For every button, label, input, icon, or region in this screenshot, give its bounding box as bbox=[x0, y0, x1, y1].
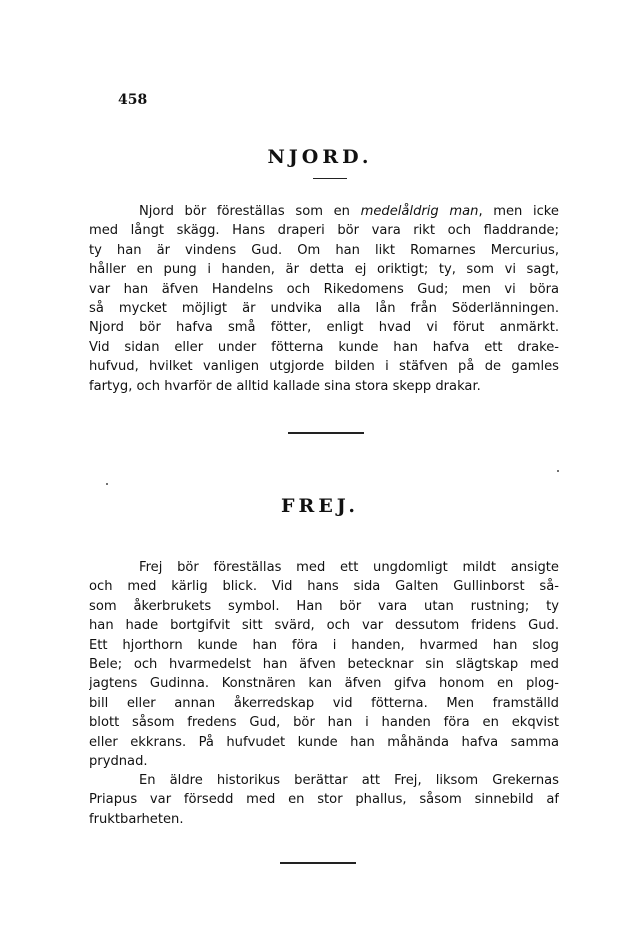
text-line: hufvud, hvilket vanligen utgjorde bilden i stäfven på de gamles bbox=[89, 359, 559, 375]
text-line: fartyg, och hvarför de alltid kallade sina stora skepp drakar. bbox=[89, 378, 481, 394]
text-line: han hade bortgifvit sitt svärd, och var dessutom fridens Gud. bbox=[89, 618, 559, 634]
end-divider-rule bbox=[280, 862, 356, 864]
section-title-njord: NJORD. bbox=[267, 146, 373, 168]
text-line: fruktbarheten. bbox=[89, 811, 184, 827]
title-underline-rule bbox=[313, 178, 347, 179]
njord-paragraph bbox=[89, 202, 559, 396]
text-line: Ett hjorthorn kunde han föra i handen, hvarmed han slog bbox=[89, 637, 559, 653]
section-divider-rule bbox=[288, 432, 364, 434]
text-line: bill eller annan åkerredskap vid fötterna. Men framställd bbox=[89, 695, 559, 711]
frej-paragraph-1 bbox=[89, 558, 559, 771]
frej-paragraph-2 bbox=[89, 771, 559, 829]
text-line: blott såsom fredens Gud, bör han i handen föra en ekqvist bbox=[89, 715, 559, 731]
text-line: Njord bör hafva små fötter, enligt hvad vi förut anmärkt. bbox=[89, 320, 559, 336]
text-line: Priapus var försedd med en stor phallus, såsom sinnebild af bbox=[89, 792, 559, 808]
print-speck bbox=[557, 470, 559, 472]
text-line: En äldre historikus berättar att Frej, liksom Grekernas bbox=[139, 773, 559, 788]
text-line: håller en pung i handen, är detta ej oriktigt; ty, som vi sagt, bbox=[89, 262, 559, 278]
text-line: jagtens Gudinna. Konstnären kan äfven gifva honom en plog- bbox=[89, 676, 559, 692]
text-line: med långt skägg. Hans draperi bör vara rikt och fladdrande; bbox=[89, 223, 559, 239]
section-title-frej: FREJ. bbox=[281, 495, 359, 517]
text-line: eller ekkrans. På hufvudet kunde han måhända hafva samma bbox=[89, 734, 559, 750]
text-line: Njord bör föreställas som en medelåldrig man, men icke bbox=[139, 204, 559, 219]
text-line: och med kärlig blick. Vid hans sida Galten Gullinborst så- bbox=[89, 579, 559, 595]
text-line: Frej bör föreställas med ett ungdomligt mildt ansigte bbox=[139, 560, 559, 575]
text-line: Vid sidan eller under fötterna kunde han hafva ett drake- bbox=[89, 339, 559, 355]
text-line: så mycket möjligt är undvika alla lån från Söderlänningen. bbox=[89, 301, 559, 317]
text-line: prydnad. bbox=[89, 754, 148, 770]
print-speck bbox=[106, 483, 108, 485]
page-number: 458 bbox=[118, 92, 148, 108]
text-line: som åkerbrukets symbol. Han bör vara utan rustning; ty bbox=[89, 598, 559, 614]
text-line: var han äfven Handelns och Rikedomens Gud; men vi böra bbox=[89, 281, 559, 297]
text-line: Bele; och hvarmedelst han äfven betecknar sin slägtskap med bbox=[89, 657, 559, 673]
text-line: ty han är vindens Gud. Om han likt Romarnes Mercurius, bbox=[89, 242, 559, 258]
